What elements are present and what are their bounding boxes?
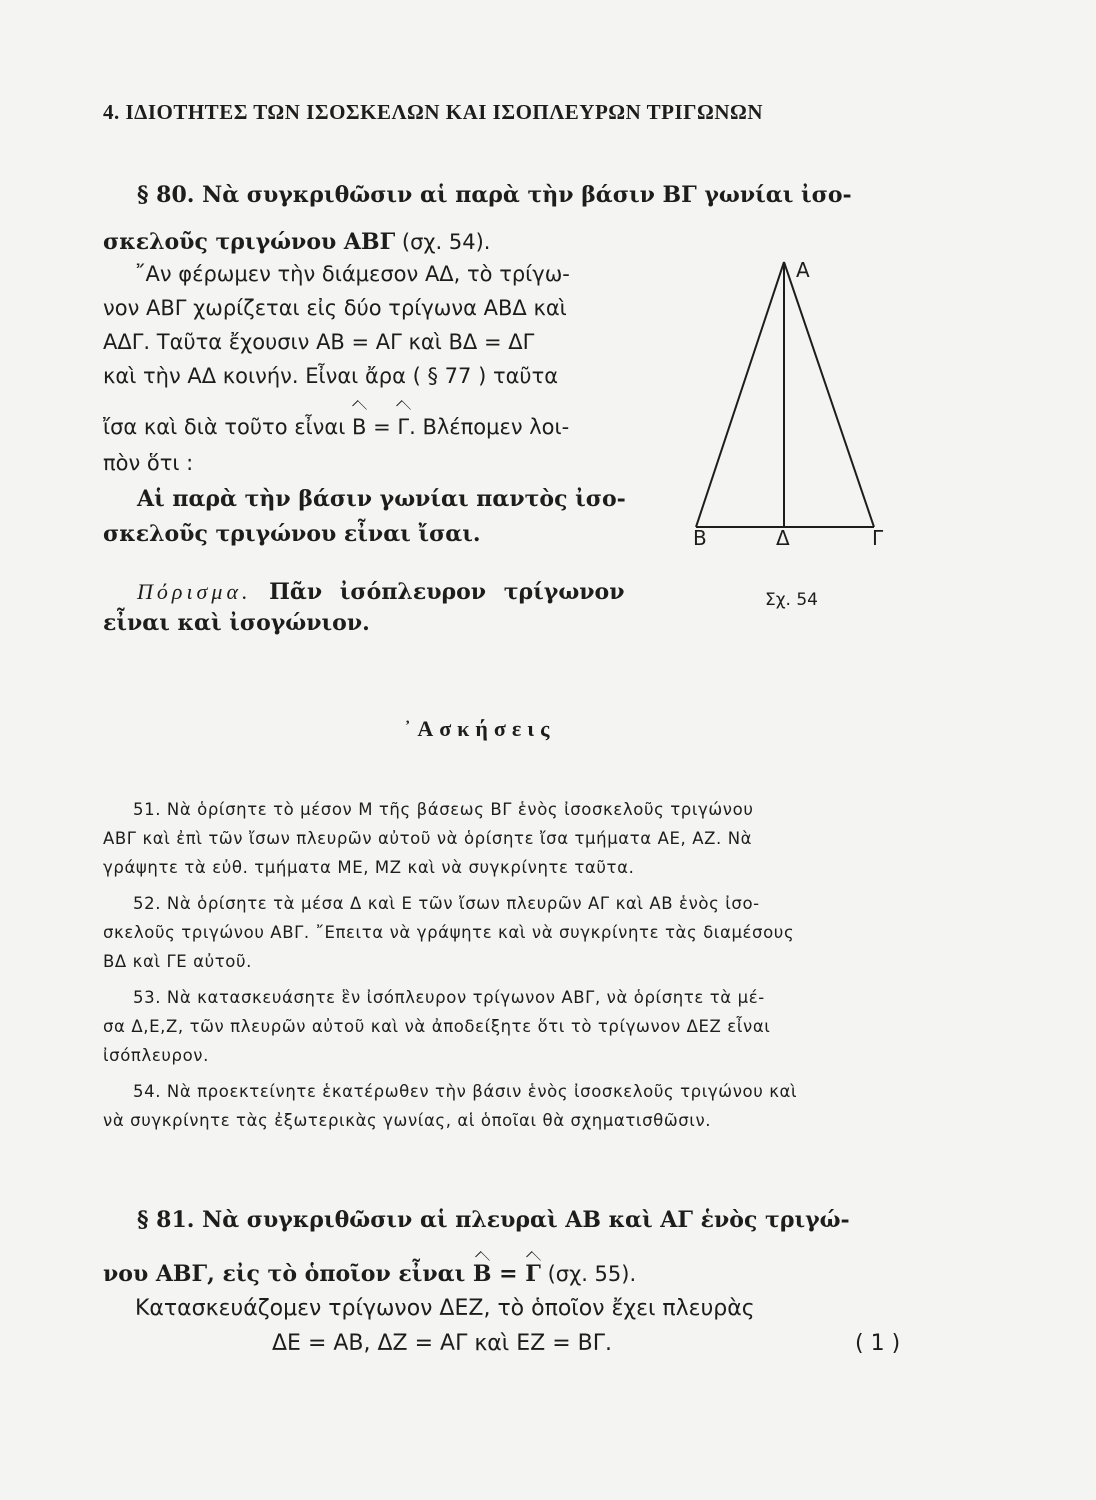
section-80-body-line-5 [103, 410, 569, 444]
section-80-body-line-6: πὸν ὅτι : [103, 451, 194, 475]
exercise-52-line-3: ΒΔ καὶ ΓΕ αὐτοῦ. [103, 952, 252, 971]
line5-pre: ἴσα καὶ διὰ τοῦτο εἶναι [103, 415, 353, 439]
section-80-heading-line-2 [103, 225, 490, 259]
section-81-heading-line-1: § 81. Νὰ συγκριθῶσιν αἱ πλευραὶ ΑΒ καὶ ΑΓ ἑνὸς τριγώ- [137, 1207, 850, 1233]
exercise-54-line-2: νὰ συγκρίνητε τὰς ἐξωτερικὰς γωνίας, αἱ ὁποῖαι θὰ σχηματισθῶσιν. [103, 1111, 712, 1130]
theorem-line-1: Αἱ παρὰ τὴν βάσιν γωνίαι παντὸς ἰσο- [137, 486, 626, 512]
section-80-figure-ref: (σχ. 54). [395, 230, 491, 254]
section-80-body-line-2: νον ΑΒΓ χωρίζεται εἰς δύο τρίγωνα ΑΒΔ καὶ [103, 296, 567, 320]
exercise-51-line-3: γράψητε τὰ εὐθ. τμήματα ΜΕ, ΜΖ καὶ νὰ συγκρίνητε ταῦτα. [103, 858, 635, 877]
section-81-figure-ref: (σχ. 55). [540, 1262, 637, 1286]
vertex-label-b: Β [693, 526, 707, 550]
exercise-52-line-2: σκελοῦς τριγώνου ΑΒΓ. ῎Επειτα νὰ γράψητε καὶ νὰ συγκρίνητε τὰς διαμέσους [103, 923, 795, 942]
theorem-line-2: σκελοῦς τριγώνου εἶναι ἴσαι. [103, 521, 481, 547]
exercise-51-line-1: 51. Νὰ ὁρίσητε τὸ μέσον Μ τῆς βάσεως ΒΓ ἑνὸς ἰσοσκελοῦς τριγώνου [133, 800, 754, 819]
line5-post: . Βλέπομεν λοι- [409, 415, 570, 439]
figure-caption: Σχ. 54 [765, 590, 819, 610]
exercise-53-line-2: σα Δ,Ε,Ζ, τῶν πλευρῶν αὐτοῦ καὶ νὰ ἀποδείξητε ὅτι τὸ τρίγωνον ΔΕΖ εἶναι [103, 1017, 771, 1036]
angle-b: Β [352, 410, 366, 444]
equation-number: ( 1 ) [855, 1331, 901, 1356]
exercise-53-line-1: 53. Νὰ κατασκευάσητε ἓν ἰσόπλευρον τρίγωνον ΑΒΓ, νὰ ὁρίσητε τὰ μέ- [133, 988, 765, 1007]
section-80-heading-bold: σκελοῦς τριγώνου ΑΒΓ [103, 229, 396, 255]
section-81-angle-b: Β [472, 1261, 492, 1287]
exercise-53-line-3: ἰσόπλευρον. [103, 1046, 209, 1065]
exercise-51-line-2: ΑΒΓ καὶ ἐπὶ τῶν ἴσων πλευρῶν αὐτοῦ νὰ ὁρίσητε ἴσα τμήματα ΑΕ, ΑΖ. Νὰ [103, 829, 753, 848]
vertex-label-a: Α [796, 258, 810, 282]
corollary-label: Πόρισμα. [137, 579, 252, 604]
corollary-text: Πᾶν ἰσόπλευρον τρίγωνον [251, 579, 625, 605]
exercises-title: ᾽Ασκήσεις [404, 716, 556, 741]
figure-54-triangle [680, 250, 910, 550]
vertex-label-g: Γ [872, 526, 884, 550]
section-81-body-line-1: Κατασκευάζομεν τρίγωνον ΔΕΖ, τὸ ὁποῖον ἔχει πλευρὰς [135, 1296, 755, 1321]
section-81-angle-g: Γ [525, 1261, 541, 1287]
section-80-body-line-1: ῎Αν φέρωμεν τὴν διάμεσον ΑΔ, τὸ τρίγω- [135, 262, 570, 286]
section-81-body-line-2: ΔΕ = ΑΒ, ΔΖ = ΑΓ καὶ ΕΖ = ΒΓ. [272, 1331, 612, 1356]
vertex-label-d: Δ [776, 526, 790, 550]
line5-eq: = [366, 415, 398, 439]
side-ag [784, 262, 874, 527]
exercise-52-line-1: 52. Νὰ ὁρίσητε τὰ μέσα Δ καὶ Ε τῶν ἴσων πλευρῶν ΑΓ καὶ ΑΒ ἑνὸς ἰσο- [133, 894, 760, 913]
corollary-line-2: εἶναι καὶ ἰσογώνιον. [103, 610, 370, 636]
section-81-heading-line-2 [103, 1257, 636, 1291]
section-81-eq: = [491, 1261, 526, 1287]
section-80-body-line-3: ΑΔΓ. Ταῦτα ἔχουσιν ΑΒ = ΑΓ καὶ ΒΔ = ΔΓ [103, 330, 535, 354]
angle-g: Γ [397, 410, 409, 444]
section-81-heading-pre: νου ΑΒΓ, εἰς τὸ ὁποῖον εἶναι [103, 1261, 473, 1287]
chapter-title: 4. ΙΔΙΟΤΗΤΕΣ ΤΩΝ ΙΣΟΣΚΕΛΩΝ ΚΑΙ ΙΣΟΠΛΕΥΡΩΝ ΤΡΙΓΩΝΩΝ [103, 100, 763, 124]
section-80-body-line-4: καὶ τὴν ΑΔ κοινήν. Εἶναι ἄρα ( § 77 ) ταῦτα [103, 364, 559, 388]
exercise-54-line-1: 54. Νὰ προεκτείνητε ἑκατέρωθεν τὴν βάσιν ἑνὸς ἰσοσκελοῦς τριγώνου καὶ [133, 1082, 798, 1101]
section-80-heading-line-1: § 80. Νὰ συγκριθῶσιν αἱ παρὰ τὴν βάσιν ΒΓ γωνίαι ἰσο- [137, 182, 852, 208]
corollary-line-1 [137, 575, 624, 609]
side-ab [696, 262, 784, 527]
